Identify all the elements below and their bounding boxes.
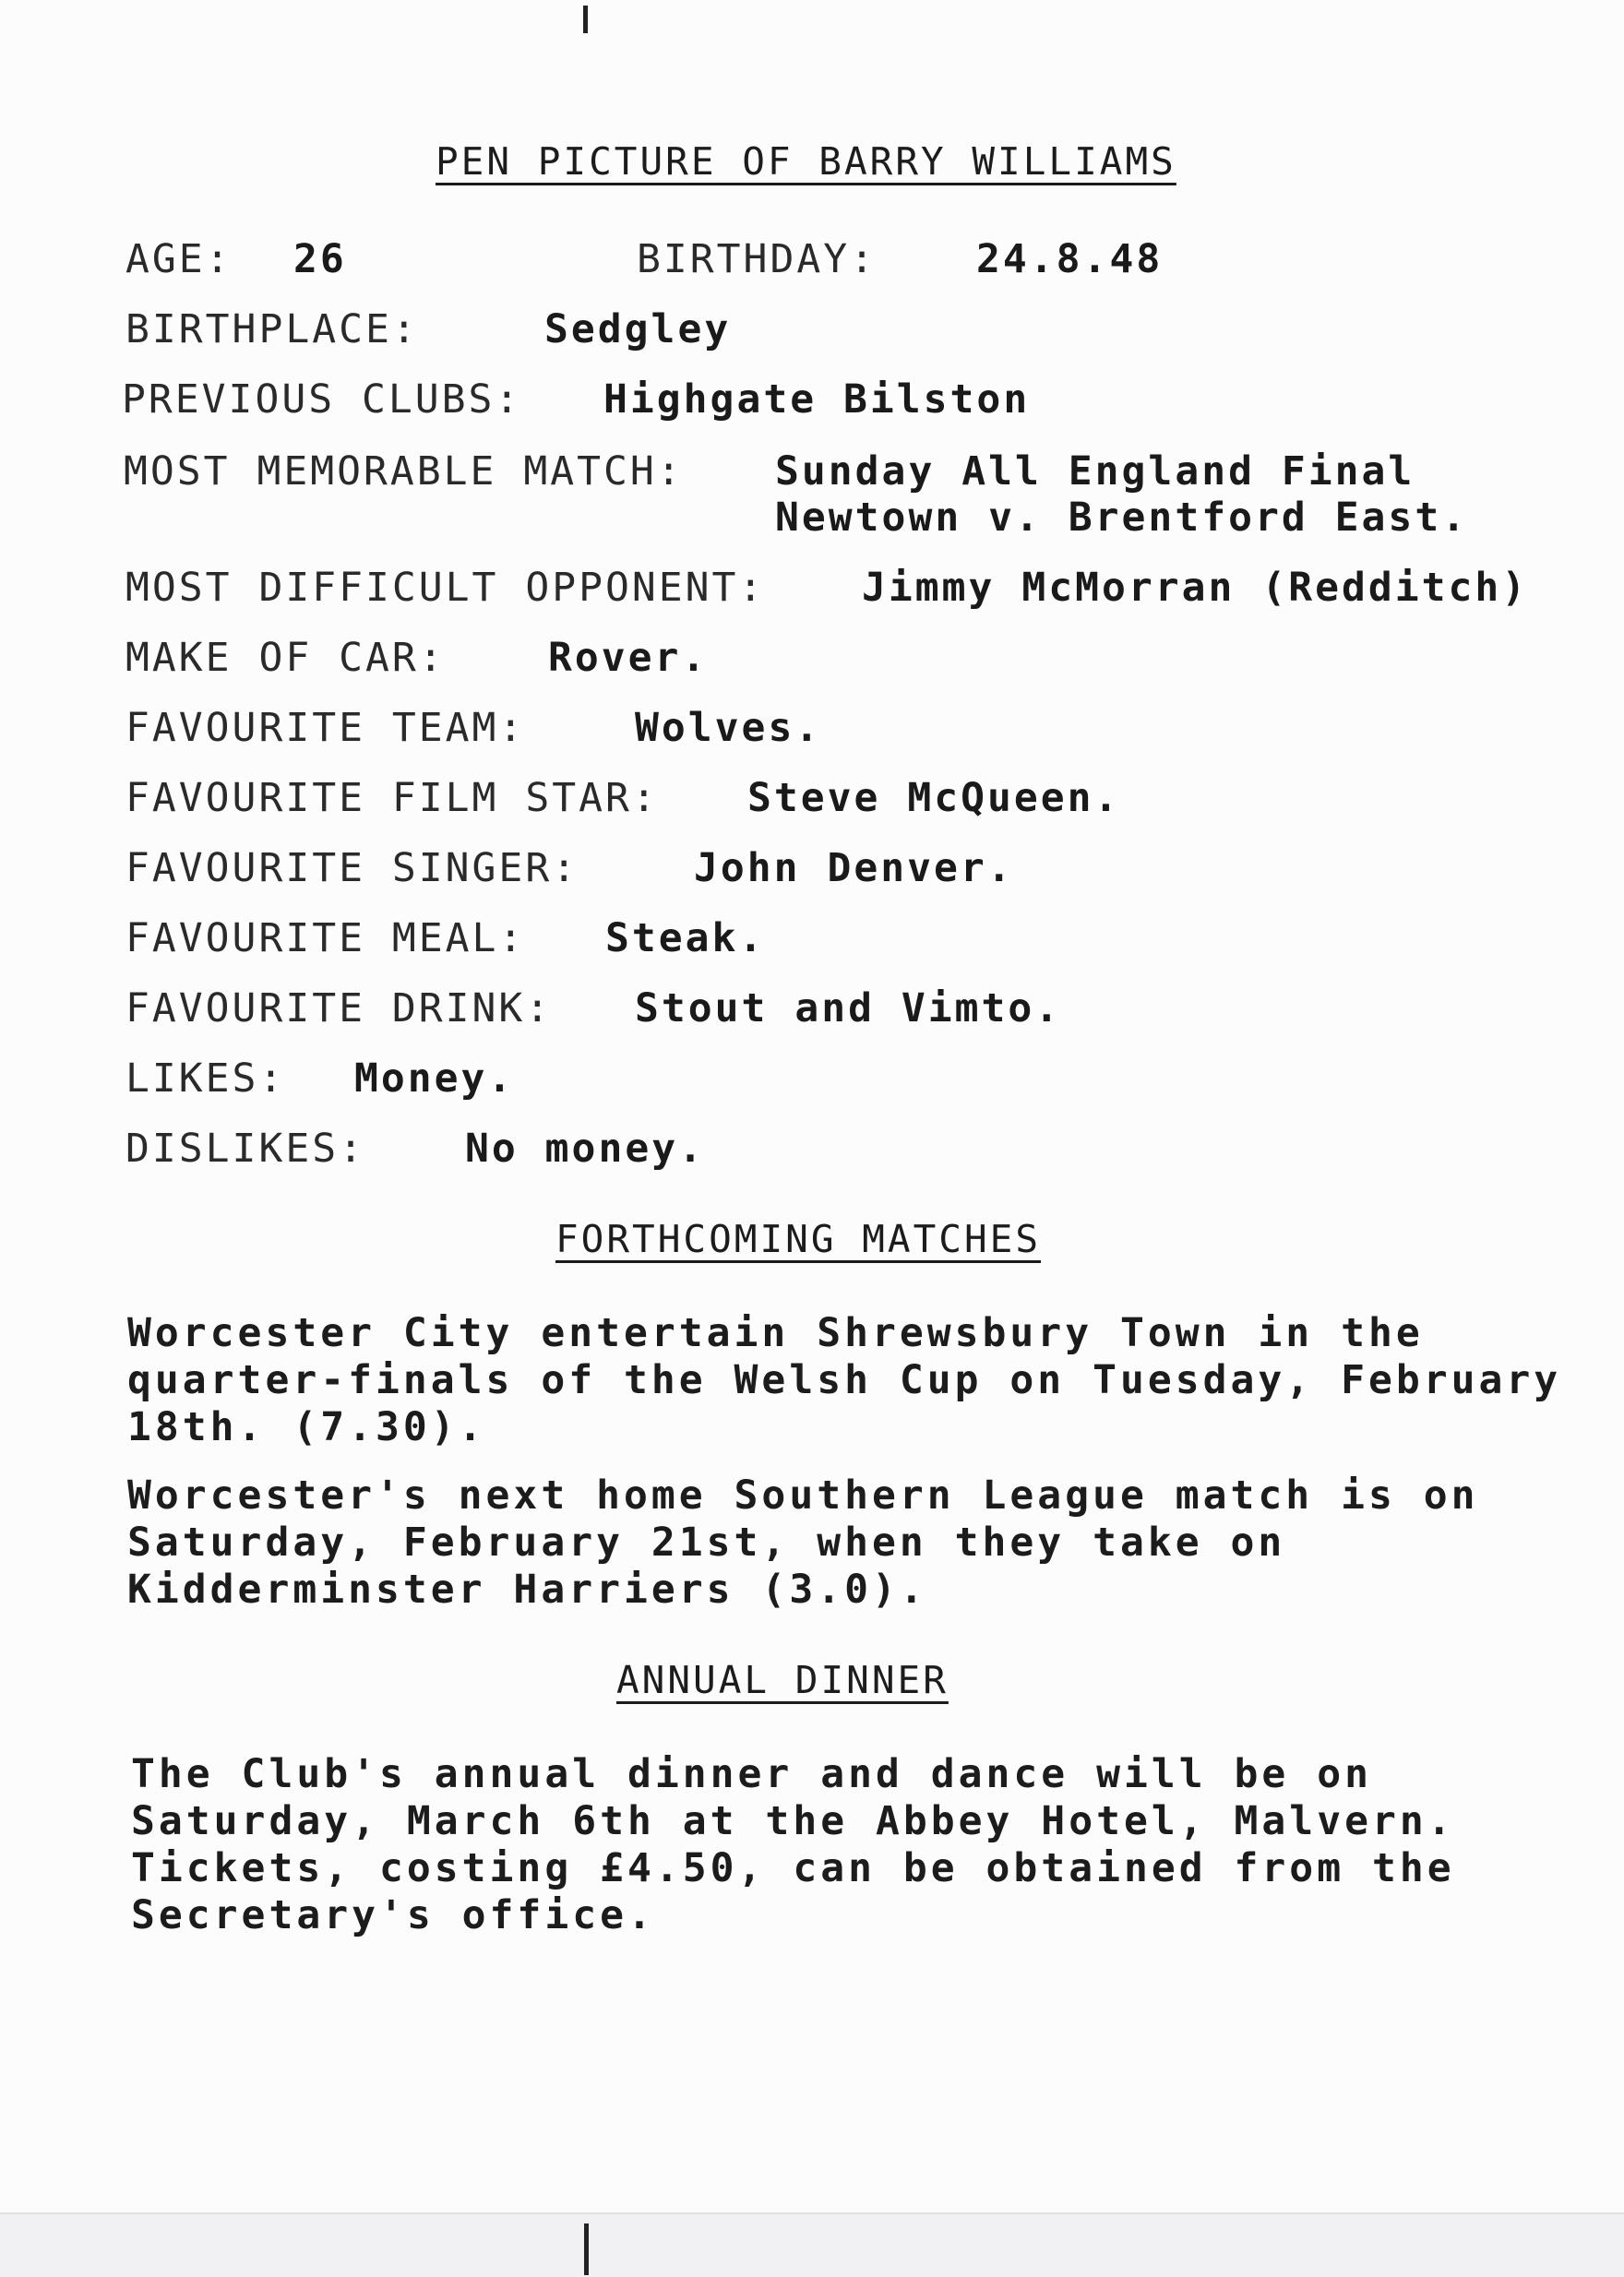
favourite-team-value: Wolves. — [635, 705, 822, 751]
favourite-drink-label: FAVOURITE DRINK: — [125, 985, 553, 1031]
bottom-fold-mark — [584, 2223, 589, 2275]
memorable-match-label: MOST MEMORABLE MATCH: — [124, 448, 684, 495]
favourite-singer-label: FAVOURITE SINGER: — [125, 845, 579, 891]
birthplace-label: BIRTHPLACE: — [125, 306, 419, 352]
age-label: AGE: — [125, 236, 233, 282]
favourite-film-star-value: Steve McQueen. — [747, 775, 1121, 821]
likes-value: Money. — [354, 1055, 515, 1102]
car-label: MAKE OF CAR: — [125, 635, 446, 681]
birthplace-value: Sedgley — [544, 306, 732, 352]
age-value: 26 — [293, 236, 347, 282]
previous-clubs-value: Highgate Bilston — [603, 376, 1031, 423]
favourite-meal-label: FAVOURITE MEAL: — [125, 915, 526, 961]
top-fold-mark — [583, 6, 588, 33]
dislikes-label: DISLIKES: — [125, 1126, 365, 1172]
favourite-film-star-label: FAVOURITE FILM STAR: — [125, 775, 659, 821]
favourite-singer-value: John Denver. — [694, 845, 1014, 891]
car-value: Rover. — [548, 635, 709, 681]
annual-dinner-heading: ANNUAL DINNER — [616, 1658, 949, 1702]
favourite-team-label: FAVOURITE TEAM: — [125, 705, 526, 751]
page-title: PEN PICTURE OF BARRY WILLIAMS — [436, 139, 1176, 184]
previous-clubs-label: PREVIOUS CLUBS: — [122, 376, 522, 423]
difficult-opponent-value: Jimmy McMorran (Redditch) — [862, 565, 1529, 611]
difficult-opponent-label: MOST DIFFICULT OPPONENT: — [125, 565, 766, 611]
memorable-match-line1: Sunday All England Final — [775, 448, 1415, 495]
forthcoming-paragraph-1: Worcester City entertain Shrewsbury Town in the quarter-finals of the Welsh Cup on Tuesday, February 18th. (7.30). — [127, 1310, 1562, 1450]
birthday-label: BIRTHDAY: — [637, 236, 877, 282]
favourite-meal-value: Steak. — [605, 915, 766, 961]
birthday-value: 24.8.48 — [976, 236, 1164, 282]
annual-dinner-paragraph: The Club's annual dinner and dance will be on Saturday, March 6th at the Abbey Hotel, Malvern. Tickets, costing £4.50, can be obtained from the Secretary's office. — [131, 1751, 1455, 1938]
page-bottom-edge — [0, 2212, 1624, 2277]
likes-label: LIKES: — [125, 1055, 286, 1102]
forthcoming-paragraph-2: Worcester's next home Southern League match is on Saturday, February 21st, when they take on Kidderminster Harriers (3.0). — [127, 1472, 1479, 1613]
dislikes-value: No money. — [465, 1126, 705, 1172]
forthcoming-matches-heading: FORTHCOMING MATCHES — [555, 1217, 1041, 1261]
memorable-match-line2: Newtown v. Brentford East. — [775, 495, 1469, 541]
favourite-drink-value: Stout and Vimto. — [635, 985, 1062, 1031]
